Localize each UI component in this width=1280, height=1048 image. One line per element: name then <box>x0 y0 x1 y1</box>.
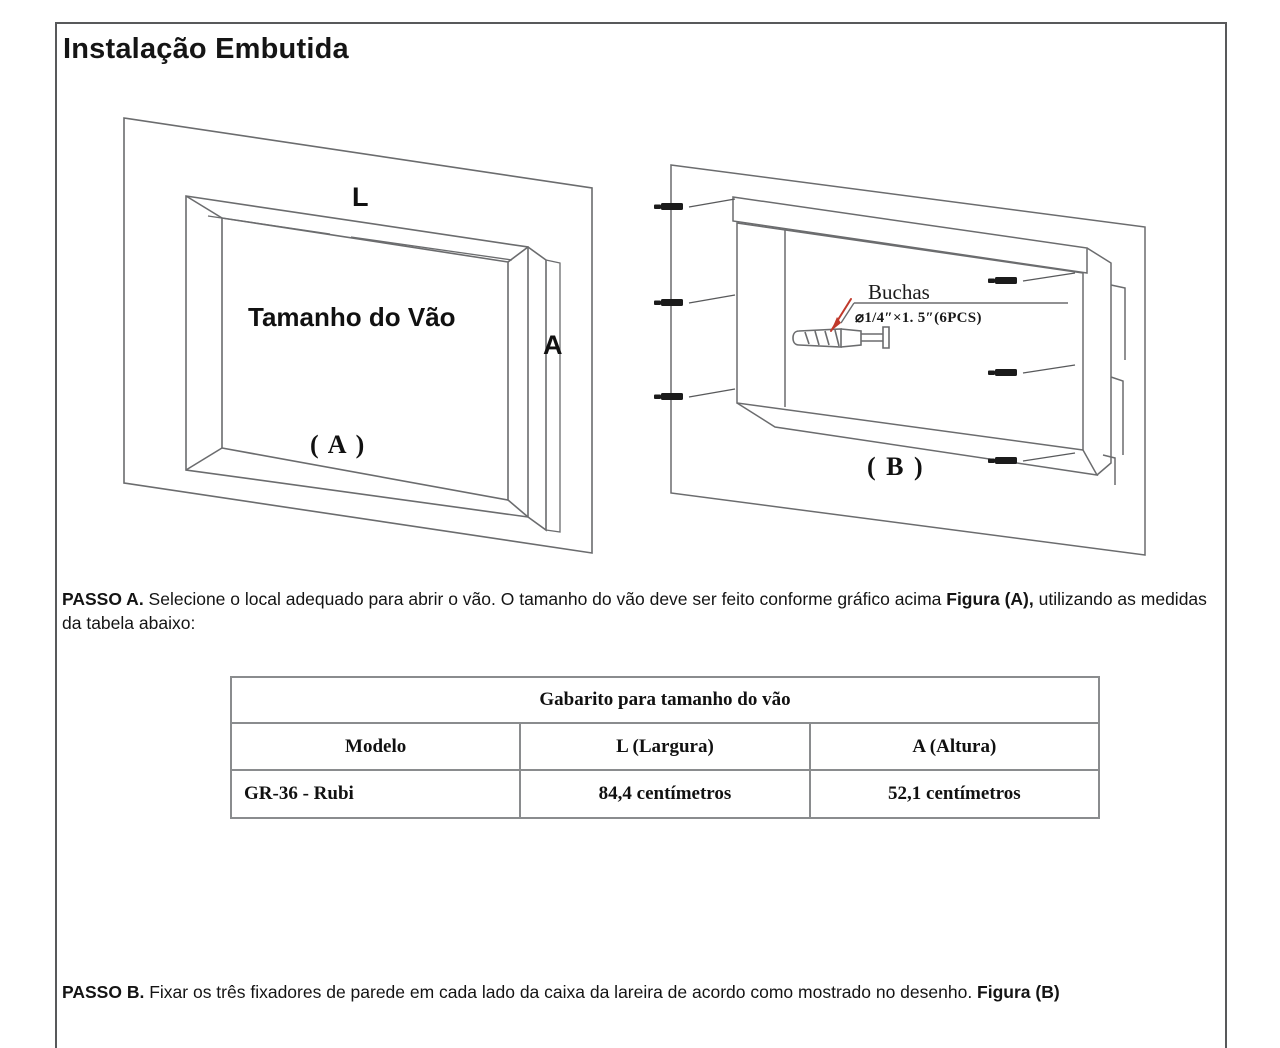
table-header-largura: L (Largura) <box>520 723 809 770</box>
step-b-text-1: Fixar os três fixadores de parede em cada lado da caixa da lareira de acordo como mostrado no desenho. <box>144 982 978 1002</box>
table-header-altura: A (Altura) <box>810 723 1099 770</box>
table-row <box>231 770 1099 818</box>
table-header-row <box>231 723 1099 770</box>
table-cell-largura: 84,4 centímetros <box>520 770 809 818</box>
figure-a-height-label: A <box>543 330 563 360</box>
wall-anchor-detail <box>793 327 889 348</box>
buchas-spec-label: ⌀1/4″×1. 5″(6PCS) <box>855 310 982 326</box>
table-cell-altura: 52,1 centímetros <box>810 770 1099 818</box>
table-title-cell: Gabarito para tamanho do vão <box>231 677 1099 723</box>
opening-size-table <box>230 676 1100 819</box>
step-a-text-1: Selecione o local adequado para abrir o vão. O tamanho do vão deve ser feito conforme gráfico acima <box>143 589 947 609</box>
table-header-modelo: Modelo <box>231 723 520 770</box>
figure-a-diagram <box>108 100 608 575</box>
anchor-pointer-arrow <box>831 299 851 331</box>
step-a-paragraph <box>62 587 1222 635</box>
table-title-row <box>231 677 1099 723</box>
buchas-title-label: Buchas <box>868 280 930 304</box>
step-b-label: PASSO B. <box>62 982 145 1002</box>
page-title: Instalação Embutida <box>63 33 349 65</box>
step-a-text-2: utilizando as medidas da tabela abaixo: <box>62 589 1207 633</box>
figure-b-caption: ( B ) <box>867 452 925 481</box>
step-a-emphasis-1: Figura (A), <box>946 589 1034 609</box>
step-b-emphasis-1: Figura (B) <box>977 982 1060 1002</box>
figure-b-diagram <box>645 155 1165 575</box>
step-b-paragraph <box>62 980 1222 1004</box>
figure-a-opening-text: Tamanho do Vão <box>248 302 456 332</box>
step-a-label: PASSO A. <box>62 589 144 609</box>
figure-a-width-label: L <box>352 182 369 212</box>
table-cell-modelo: GR-36 - Rubi <box>231 770 520 818</box>
figure-a-caption: ( A ) <box>310 430 367 459</box>
